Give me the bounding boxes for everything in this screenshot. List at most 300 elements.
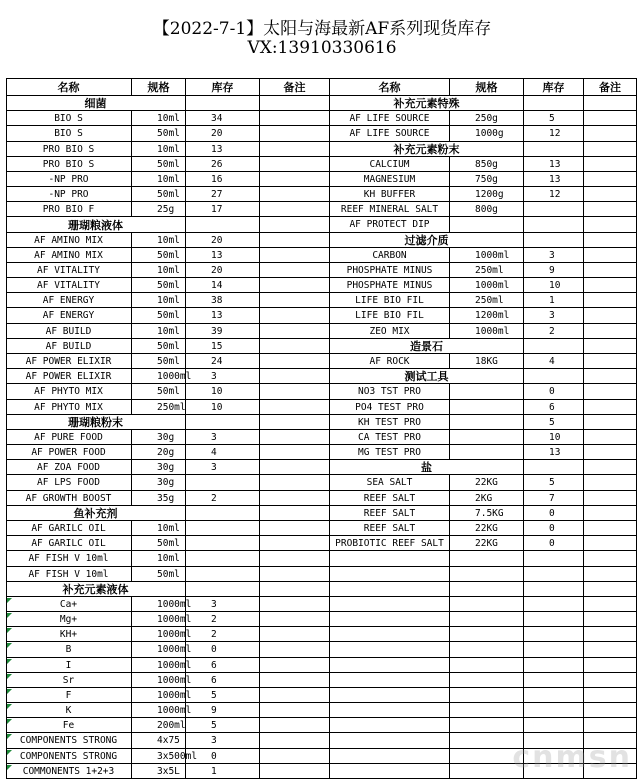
item-name: AF GROWTH BOOST [6, 491, 132, 506]
item-name: MAGNESIUM [330, 172, 450, 187]
item-name: AF POWER FOOD [6, 445, 132, 460]
item-note [584, 354, 637, 369]
item-spec: 1200ml [450, 308, 524, 324]
item-name: REEF SALT [330, 506, 450, 521]
item-stock: 3 [186, 430, 260, 445]
item-name: KH TEST PRO [330, 415, 450, 430]
empty-cell [450, 718, 524, 733]
item-note [260, 233, 330, 248]
empty-cell [186, 415, 260, 430]
item-stock: 20 [186, 126, 260, 142]
cell-marker-icon [7, 689, 12, 694]
item-name: REEF SALT [330, 491, 450, 506]
item-stock: 10 [186, 384, 260, 400]
empty-cell [584, 96, 637, 111]
item-spec: 22KG [450, 521, 524, 536]
item-name: AF POWER ELIXIR [6, 354, 132, 369]
empty-cell [524, 96, 584, 111]
item-name: CARBON [330, 248, 450, 263]
empty-cell [524, 233, 584, 248]
item-stock: 0 [524, 506, 584, 521]
item-note [584, 308, 637, 324]
section-title-left: 补充元素液体 [6, 582, 186, 597]
item-name: SEA SALT [330, 475, 450, 491]
item-stock: 13 [524, 172, 584, 187]
item-stock: 3 [186, 369, 260, 384]
item-stock: 9 [186, 703, 260, 718]
item-stock: 0 [524, 521, 584, 536]
item-stock: 9 [524, 263, 584, 278]
item-note [260, 293, 330, 308]
empty-cell [524, 597, 584, 612]
empty-cell [330, 673, 450, 688]
item-name: AF ENERGY [6, 293, 132, 308]
empty-cell [450, 703, 524, 718]
empty-cell [584, 567, 637, 582]
empty-cell [524, 142, 584, 157]
item-note [260, 354, 330, 369]
item-stock: 16 [186, 172, 260, 187]
item-note [260, 673, 330, 688]
item-note [260, 400, 330, 415]
cell-marker-icon [7, 659, 12, 664]
item-stock: 39 [186, 324, 260, 339]
item-stock: 5 [524, 475, 584, 491]
item-name: Mg+ [6, 612, 132, 627]
item-stock: 2 [524, 324, 584, 339]
item-name: AF PROTECT DIP [330, 217, 450, 233]
empty-cell [524, 642, 584, 658]
empty-cell [584, 658, 637, 673]
item-note [584, 475, 637, 491]
item-stock: 5 [186, 688, 260, 703]
item-spec: 22KG [450, 536, 524, 551]
empty-cell [584, 718, 637, 733]
item-name: PROBIOTIC REEF SALT [330, 536, 450, 551]
item-spec [450, 415, 524, 430]
item-note [584, 445, 637, 460]
item-spec: 250ml [450, 293, 524, 308]
item-spec: 750g [450, 172, 524, 187]
item-stock: 3 [186, 733, 260, 749]
item-spec: 1000ml [132, 642, 186, 658]
item-name: PRO BIO S [6, 157, 132, 172]
item-spec: 50ml [132, 567, 186, 582]
item-stock: 0 [186, 749, 260, 764]
empty-cell [186, 217, 260, 233]
item-name: AF GARILC OIL [6, 521, 132, 536]
item-spec [450, 384, 524, 400]
section-title-right: 造景石 [330, 339, 524, 354]
item-stock: 10 [524, 430, 584, 445]
empty-cell [524, 582, 584, 597]
item-note [260, 703, 330, 718]
empty-cell [186, 96, 260, 111]
item-note [584, 187, 637, 202]
empty-cell [524, 339, 584, 354]
item-stock: 0 [524, 384, 584, 400]
empty-cell [450, 551, 524, 567]
item-stock: 20 [186, 263, 260, 278]
item-stock [186, 475, 260, 491]
item-note [260, 733, 330, 749]
cell-marker-icon [7, 643, 12, 648]
item-name: CA TEST PRO [330, 430, 450, 445]
item-note [584, 202, 637, 217]
item-spec: 1000g [450, 126, 524, 142]
item-note [260, 339, 330, 354]
item-note [584, 491, 637, 506]
item-name: PHOSPHATE MINUS [330, 278, 450, 293]
empty-cell [584, 233, 637, 248]
item-note [260, 536, 330, 551]
cell-marker-icon [7, 598, 12, 603]
empty-cell [330, 703, 450, 718]
empty-cell [450, 658, 524, 673]
item-spec: 7.5KG [450, 506, 524, 521]
item-spec: 50ml [132, 384, 186, 400]
item-note [260, 597, 330, 612]
section-title-left: 鱼补充剂 [6, 506, 186, 521]
item-note [260, 384, 330, 400]
item-spec: 1000ml [132, 703, 186, 718]
item-stock: 13 [186, 248, 260, 263]
item-name: F [6, 688, 132, 703]
item-note [584, 278, 637, 293]
item-spec: 35g [132, 491, 186, 506]
item-note [260, 430, 330, 445]
item-note [584, 430, 637, 445]
item-spec: 1000ml [450, 278, 524, 293]
item-spec [450, 217, 524, 233]
item-spec: 30g [132, 430, 186, 445]
item-spec: 1000ml [450, 324, 524, 339]
item-note [260, 142, 330, 157]
section-title-right: 测试工具 [330, 369, 524, 384]
empty-cell [260, 96, 330, 111]
header-name-right: 名称 [330, 78, 450, 96]
item-spec: 20g [132, 445, 186, 460]
empty-cell [524, 703, 584, 718]
section-title-left: 细菌 [6, 96, 186, 111]
item-spec: 1200g [450, 187, 524, 202]
item-note [260, 187, 330, 202]
empty-cell [584, 460, 637, 475]
item-note [260, 521, 330, 536]
empty-cell [450, 673, 524, 688]
item-stock: 13 [524, 445, 584, 460]
item-spec: 50ml [132, 308, 186, 324]
item-name: K [6, 703, 132, 718]
item-spec: 1000ml [132, 369, 186, 384]
item-stock: 3 [186, 597, 260, 612]
item-name: AF POWER ELIXIR [6, 369, 132, 384]
item-stock: 3 [524, 248, 584, 263]
item-spec: 50ml [132, 126, 186, 142]
item-name: KH+ [6, 627, 132, 642]
item-note [260, 445, 330, 460]
item-name: REEF MINERAL SALT [330, 202, 450, 217]
item-stock [186, 521, 260, 536]
item-name: PO4 TEST PRO [330, 400, 450, 415]
empty-cell [524, 460, 584, 475]
item-name: NO3 TST PRO [330, 384, 450, 400]
item-spec: 10ml [132, 233, 186, 248]
empty-cell [450, 582, 524, 597]
empty-cell [584, 597, 637, 612]
item-note [584, 536, 637, 551]
item-name: CALCIUM [330, 157, 450, 172]
cell-marker-icon [7, 765, 12, 770]
item-name: AF PURE FOOD [6, 430, 132, 445]
item-stock: 20 [186, 233, 260, 248]
item-stock [524, 217, 584, 233]
item-name: PRO BIO F [6, 202, 132, 217]
item-note [260, 460, 330, 475]
item-note [584, 111, 637, 126]
empty-cell [330, 612, 450, 627]
item-note [260, 658, 330, 673]
item-spec: 10ml [132, 293, 186, 308]
item-name: AF BUILD [6, 324, 132, 339]
item-note [584, 521, 637, 536]
empty-cell [584, 612, 637, 627]
item-note [260, 749, 330, 764]
item-stock: 34 [186, 111, 260, 126]
item-name: -NP PRO [6, 187, 132, 202]
item-stock: 12 [524, 187, 584, 202]
cell-marker-icon [7, 719, 12, 724]
item-spec [450, 400, 524, 415]
cell-marker-icon [7, 750, 12, 755]
item-name: AF AMINO MIX [6, 248, 132, 263]
item-name: BIO S [6, 111, 132, 126]
item-stock: 24 [186, 354, 260, 369]
item-stock: 4 [524, 354, 584, 369]
item-stock: 10 [524, 278, 584, 293]
item-stock: 13 [186, 308, 260, 324]
item-spec: 1000ml [132, 658, 186, 673]
item-note [584, 506, 637, 521]
header-stock-right: 库存 [524, 78, 584, 96]
item-spec: 10ml [132, 263, 186, 278]
item-name: AF LPS FOOD [6, 475, 132, 491]
empty-cell [330, 749, 450, 764]
item-note [584, 172, 637, 187]
item-name: I [6, 658, 132, 673]
item-name: COMPONENTS STRONG [6, 733, 132, 749]
empty-cell [524, 612, 584, 627]
item-spec: 50ml [132, 354, 186, 369]
item-stock: 12 [524, 126, 584, 142]
empty-cell [584, 642, 637, 658]
item-stock: 0 [524, 536, 584, 551]
empty-cell [524, 688, 584, 703]
item-stock: 15 [186, 339, 260, 354]
item-stock: 5 [186, 718, 260, 733]
header-spec-right: 规格 [450, 78, 524, 96]
item-spec: 50ml [132, 278, 186, 293]
item-name: AF VITALITY [6, 278, 132, 293]
header-stock-left: 库存 [186, 78, 260, 96]
item-stock: 2 [186, 491, 260, 506]
empty-cell [330, 658, 450, 673]
item-stock: 10 [186, 400, 260, 415]
cell-marker-icon [7, 628, 12, 633]
item-name: PHOSPHATE MINUS [330, 263, 450, 278]
item-stock [186, 536, 260, 551]
section-title-right: 补充元素粉末 [330, 142, 524, 157]
empty-cell [584, 339, 637, 354]
empty-cell [524, 627, 584, 642]
empty-cell [584, 142, 637, 157]
item-spec: 10ml [132, 324, 186, 339]
empty-cell [524, 718, 584, 733]
item-stock: 3 [524, 308, 584, 324]
empty-cell [330, 764, 450, 779]
empty-cell [584, 369, 637, 384]
item-spec: 1000ml [132, 688, 186, 703]
item-name: Sr [6, 673, 132, 688]
item-name: AF PHYTO MIX [6, 384, 132, 400]
item-note [260, 126, 330, 142]
header-spec-left: 规格 [132, 78, 186, 96]
item-name: COMPONENTS STRONG [6, 749, 132, 764]
item-spec: 30g [132, 460, 186, 475]
item-note [584, 217, 637, 233]
item-note [260, 263, 330, 278]
empty-cell [524, 567, 584, 582]
empty-cell [330, 642, 450, 658]
header-name-left: 名称 [6, 78, 132, 96]
sheet-title: 【2022-7-1】太阳与海最新AF系列现货库存 [152, 19, 492, 39]
empty-cell [260, 582, 330, 597]
item-note [260, 248, 330, 263]
item-note [260, 369, 330, 384]
item-spec: 1000ml [450, 248, 524, 263]
item-spec: 4x75 [132, 733, 186, 749]
section-title-left: 珊瑚粮粉末 [6, 415, 186, 430]
empty-cell [260, 415, 330, 430]
item-spec: 25g [132, 202, 186, 217]
item-name: B [6, 642, 132, 658]
item-stock: 27 [186, 187, 260, 202]
item-name: Ca+ [6, 597, 132, 612]
empty-cell [584, 627, 637, 642]
item-name: AF LIFE SOURCE [330, 111, 450, 126]
item-name: Fe [6, 718, 132, 733]
empty-cell [330, 718, 450, 733]
empty-cell [450, 642, 524, 658]
item-spec: 1000ml [132, 673, 186, 688]
section-title-right: 补充元素特殊 [330, 96, 524, 111]
item-stock: 14 [186, 278, 260, 293]
watermark: cnmsn [512, 740, 632, 775]
item-name: AF BUILD [6, 339, 132, 354]
item-spec: 3x500ml [132, 749, 186, 764]
item-stock: 6 [186, 673, 260, 688]
item-note [260, 172, 330, 187]
item-name: ZEO MIX [330, 324, 450, 339]
item-name: AF PHYTO MIX [6, 400, 132, 415]
section-title-left: 珊瑚粮液体 [6, 217, 186, 233]
item-spec: 18KG [450, 354, 524, 369]
item-spec: 10ml [132, 111, 186, 126]
item-stock: 6 [186, 658, 260, 673]
item-spec: 50ml [132, 248, 186, 263]
item-spec [450, 430, 524, 445]
item-spec: 800g [450, 202, 524, 217]
header-note-right: 备注 [584, 78, 637, 96]
item-note [260, 627, 330, 642]
item-spec: 22KG [450, 475, 524, 491]
item-name: PRO BIO S [6, 142, 132, 157]
empty-cell [584, 673, 637, 688]
section-title-right: 过滤介质 [330, 233, 524, 248]
item-name: AF VITALITY [6, 263, 132, 278]
item-name: AF ROCK [330, 354, 450, 369]
empty-cell [450, 567, 524, 582]
item-spec: 50ml [132, 339, 186, 354]
empty-cell [524, 369, 584, 384]
item-note [260, 308, 330, 324]
section-title-right: 盐 [330, 460, 524, 475]
item-stock [524, 202, 584, 217]
item-spec: 200ml [132, 718, 186, 733]
item-spec: 10ml [132, 551, 186, 567]
item-name: COMMONENTS 1+2+3 [6, 764, 132, 779]
empty-cell [186, 506, 260, 521]
header-note-left: 备注 [260, 78, 330, 96]
item-stock: 38 [186, 293, 260, 308]
empty-cell [330, 627, 450, 642]
item-note [260, 475, 330, 491]
empty-cell [450, 688, 524, 703]
item-name: LIFE BIO FIL [330, 308, 450, 324]
item-spec: 250g [450, 111, 524, 126]
empty-cell [330, 733, 450, 749]
item-name: MG TEST PRO [330, 445, 450, 460]
item-stock: 26 [186, 157, 260, 172]
item-note [260, 111, 330, 126]
item-spec: 50ml [132, 157, 186, 172]
item-spec: 850g [450, 157, 524, 172]
empty-cell [450, 627, 524, 642]
item-name: KH BUFFER [330, 187, 450, 202]
item-stock: 1 [524, 293, 584, 308]
item-stock: 2 [186, 627, 260, 642]
item-note [584, 248, 637, 263]
item-name: AF ENERGY [6, 308, 132, 324]
empty-cell [450, 597, 524, 612]
item-note [260, 688, 330, 703]
empty-cell [584, 582, 637, 597]
item-spec [450, 445, 524, 460]
item-note [584, 324, 637, 339]
item-spec: 30g [132, 475, 186, 491]
cell-marker-icon [7, 674, 12, 679]
item-spec: 1000ml [132, 597, 186, 612]
empty-cell [524, 673, 584, 688]
empty-cell [584, 551, 637, 567]
item-stock [186, 567, 260, 582]
item-stock: 17 [186, 202, 260, 217]
item-stock: 4 [186, 445, 260, 460]
empty-cell [524, 551, 584, 567]
item-note [260, 718, 330, 733]
inventory-table [6, 78, 637, 779]
item-spec: 1000ml [132, 627, 186, 642]
